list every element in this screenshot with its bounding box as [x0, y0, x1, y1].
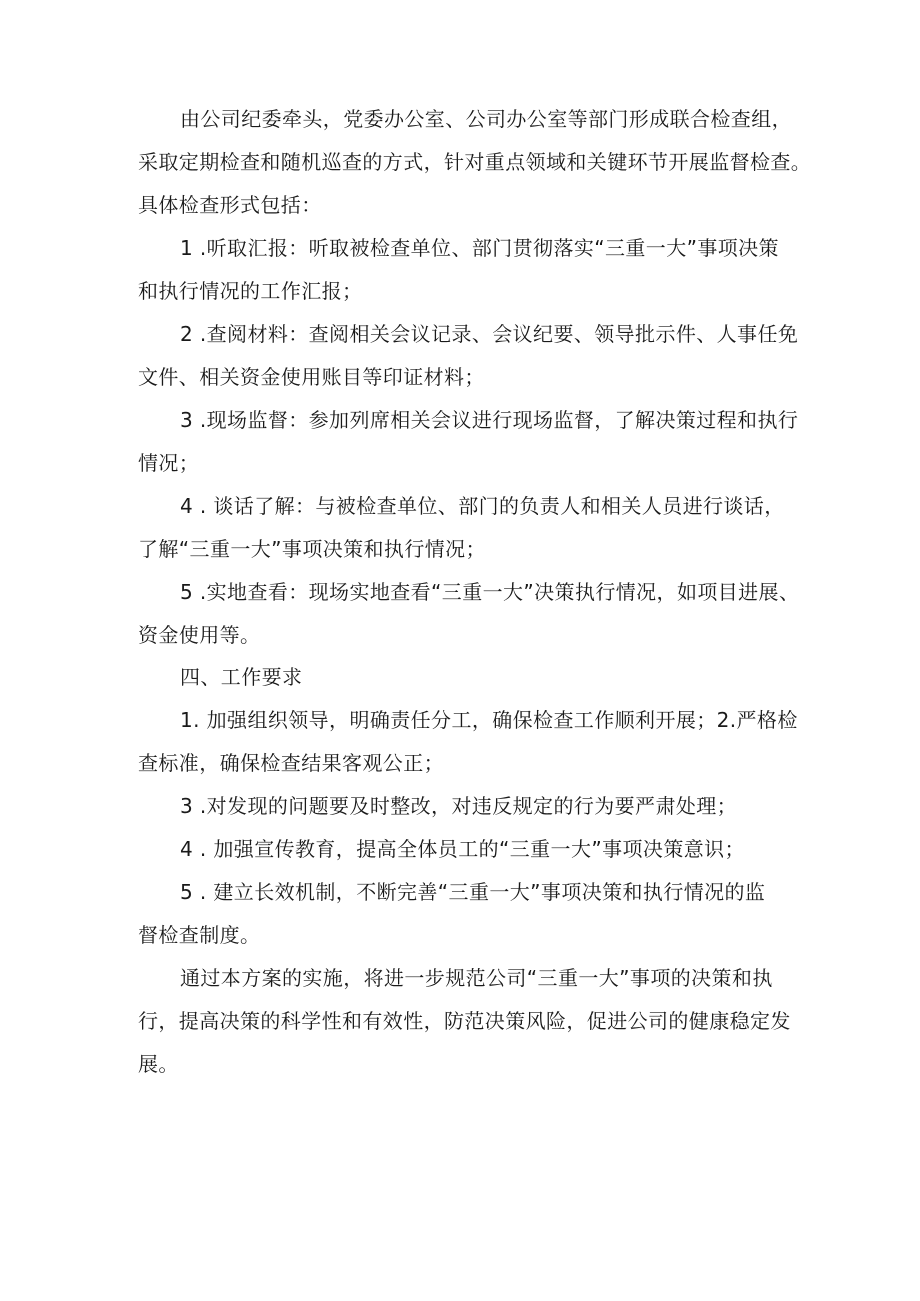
form-item-3-cont: 情况；: [138, 451, 200, 475]
closing-line: 展。: [138, 1052, 179, 1076]
requirement-item-1: 1. 加强组织领导，明确责任分工，确保检查工作顺利开展；2.严格检: [180, 708, 798, 732]
form-item-4-cont: 了解“三重一大”事项决策和执行情况；: [138, 537, 486, 561]
requirement-item-5: 5 . 建立长效机制，不断完善“三重一大”事项决策和执行情况的监: [180, 880, 766, 904]
intro-line: 具体检查形式包括：: [138, 193, 322, 217]
form-item-2-cont: 文件、相关资金使用账目等印证材料；: [138, 365, 485, 389]
form-item-3: 3 .现场监督：参加列席相关会议进行现场监督，了解决策过程和执行: [180, 408, 799, 432]
requirement-item-1-cont: 查标准，确保检查结果客观公正；: [138, 751, 444, 775]
intro-line: 采取定期检查和随机巡查的方式，针对重点领域和关键环节开展监督检查。: [138, 150, 812, 174]
form-item-5: 5 .实地查看：现场实地查看“三重一大”决策执行情况，如项目进展、: [180, 580, 800, 604]
intro-line: 由公司纪委牵头，党委办公室、公司办公室等部门形成联合检查组，: [180, 107, 792, 131]
form-item-4: 4 . 谈话了解：与被检查单位、部门的负责人和相关人员进行谈话，: [180, 494, 785, 518]
closing-line: 通过本方案的实施，将进一步规范公司“三重一大”事项的决策和执: [180, 966, 773, 990]
closing-line: 行，提高决策的科学性和有效性，防范决策风险，促进公司的健康稳定发: [138, 1009, 791, 1033]
requirement-item-4: 4 . 加强宣传教育，提高全体员工的“三重一大”事项决策意识；: [180, 837, 745, 861]
requirement-item-3: 3 .对发现的问题要及时整改，对违反规定的行为要严肃处理；: [180, 794, 738, 818]
section-heading: 四、工作要求: [180, 665, 303, 689]
form-item-5-cont: 资金使用等。: [138, 623, 261, 647]
form-item-1: 1 .听取汇报：听取被检查单位、部门贯彻落实“三重一大”事项决策: [180, 236, 779, 260]
form-item-2: 2 .查阅材料：查阅相关会议记录、会议纪要、领导批示件、人事任免: [180, 322, 799, 346]
form-item-1-cont: 和执行情况的工作汇报；: [138, 279, 363, 303]
requirement-item-5-cont: 督检查制度。: [138, 923, 261, 947]
